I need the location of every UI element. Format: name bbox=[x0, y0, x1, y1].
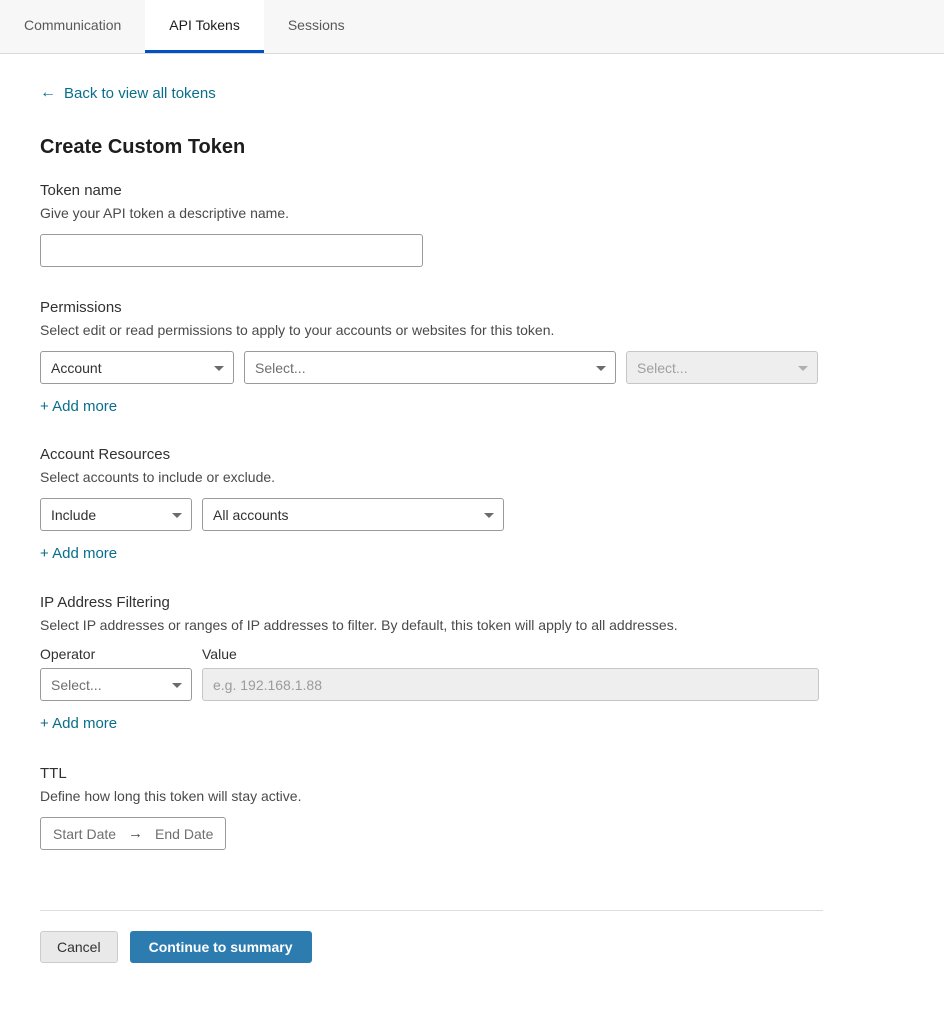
ip-filtering-label: IP Address Filtering bbox=[40, 594, 170, 611]
token-name-input[interactable] bbox=[40, 234, 423, 267]
account-resources-mode-select[interactable] bbox=[40, 498, 192, 531]
ttl-start-date[interactable]: Start Date bbox=[53, 825, 117, 842]
chevron-down-icon bbox=[172, 683, 182, 688]
cancel-button[interactable]: Cancel bbox=[40, 931, 118, 963]
permissions-add-more-button[interactable]: + Add more bbox=[40, 398, 118, 415]
ttl-section bbox=[40, 765, 904, 850]
tab-sessions[interactable] bbox=[264, 0, 369, 53]
tab-api-tokens[interactable] bbox=[145, 0, 264, 53]
tab-sessions-label: Sessions bbox=[287, 17, 345, 33]
permissions-description: Select edit or read permissions to apply to your accounts or websites for this token. bbox=[40, 322, 555, 338]
ttl-end-date[interactable]: End Date bbox=[155, 825, 214, 842]
ip-value-label: Value bbox=[202, 646, 237, 662]
account-resources-row bbox=[40, 498, 904, 531]
page-content bbox=[0, 54, 944, 993]
account-resources-mode-value: Include bbox=[51, 506, 97, 523]
chevron-down-icon bbox=[596, 366, 606, 371]
ip-filtering-row bbox=[40, 668, 904, 701]
token-name-section bbox=[40, 182, 904, 267]
ip-operator-select[interactable] bbox=[40, 668, 192, 701]
token-name-description: Give your API token a descriptive name. bbox=[40, 205, 290, 221]
top-tab-bar bbox=[0, 0, 944, 54]
chevron-down-icon bbox=[798, 366, 808, 371]
back-to-all-tokens-link[interactable] bbox=[40, 84, 216, 102]
chevron-down-icon bbox=[214, 366, 224, 371]
permission-level-value: Select... bbox=[637, 359, 688, 376]
ip-operator-label: Operator bbox=[40, 646, 96, 662]
permission-level-select bbox=[626, 351, 818, 384]
chevron-down-icon bbox=[172, 513, 182, 518]
account-resources-section bbox=[40, 446, 904, 563]
account-resources-account-value: All accounts bbox=[213, 506, 289, 523]
arrow-right-icon: → bbox=[128, 825, 144, 842]
account-resources-add-more-button[interactable]: + Add more bbox=[40, 545, 118, 562]
page-title: Create Custom Token bbox=[40, 136, 246, 158]
account-resources-account-select[interactable] bbox=[202, 498, 504, 531]
ip-operator-value: Select... bbox=[51, 676, 102, 693]
account-resources-label: Account Resources bbox=[40, 446, 171, 463]
ip-value-input[interactable] bbox=[202, 668, 819, 701]
continue-to-summary-button[interactable]: Continue to summary bbox=[130, 931, 312, 963]
footer-actions bbox=[40, 931, 904, 993]
permission-resource-value: Select... bbox=[255, 359, 306, 376]
ip-filtering-section bbox=[40, 594, 904, 733]
account-resources-description: Select accounts to include or exclude. bbox=[40, 469, 276, 485]
tab-communication-label: Communication bbox=[24, 17, 122, 33]
ttl-label: TTL bbox=[40, 765, 67, 782]
permissions-label: Permissions bbox=[40, 299, 122, 316]
ip-filtering-column-labels bbox=[40, 646, 904, 662]
ip-filtering-description: Select IP addresses or ranges of IP addresses to filter. By default, this token will apply to all addresses. bbox=[40, 617, 678, 633]
permissions-section bbox=[40, 299, 904, 416]
permission-scope-value: Account bbox=[51, 359, 102, 376]
arrow-left-icon: ← bbox=[40, 84, 56, 101]
ip-filtering-add-more-button[interactable]: + Add more bbox=[40, 715, 118, 732]
back-to-all-tokens-label: Back to view all tokens bbox=[64, 84, 216, 102]
ttl-description: Define how long this token will stay active. bbox=[40, 788, 302, 804]
permission-scope-select[interactable] bbox=[40, 351, 234, 384]
token-name-label: Token name bbox=[40, 182, 122, 199]
ttl-date-range-picker[interactable] bbox=[40, 817, 226, 850]
permission-resource-select[interactable] bbox=[244, 351, 616, 384]
footer-divider bbox=[40, 910, 823, 911]
tab-api-tokens-label: API Tokens bbox=[169, 17, 240, 33]
tab-communication[interactable] bbox=[0, 0, 145, 53]
chevron-down-icon bbox=[484, 513, 494, 518]
permissions-row bbox=[40, 351, 904, 384]
